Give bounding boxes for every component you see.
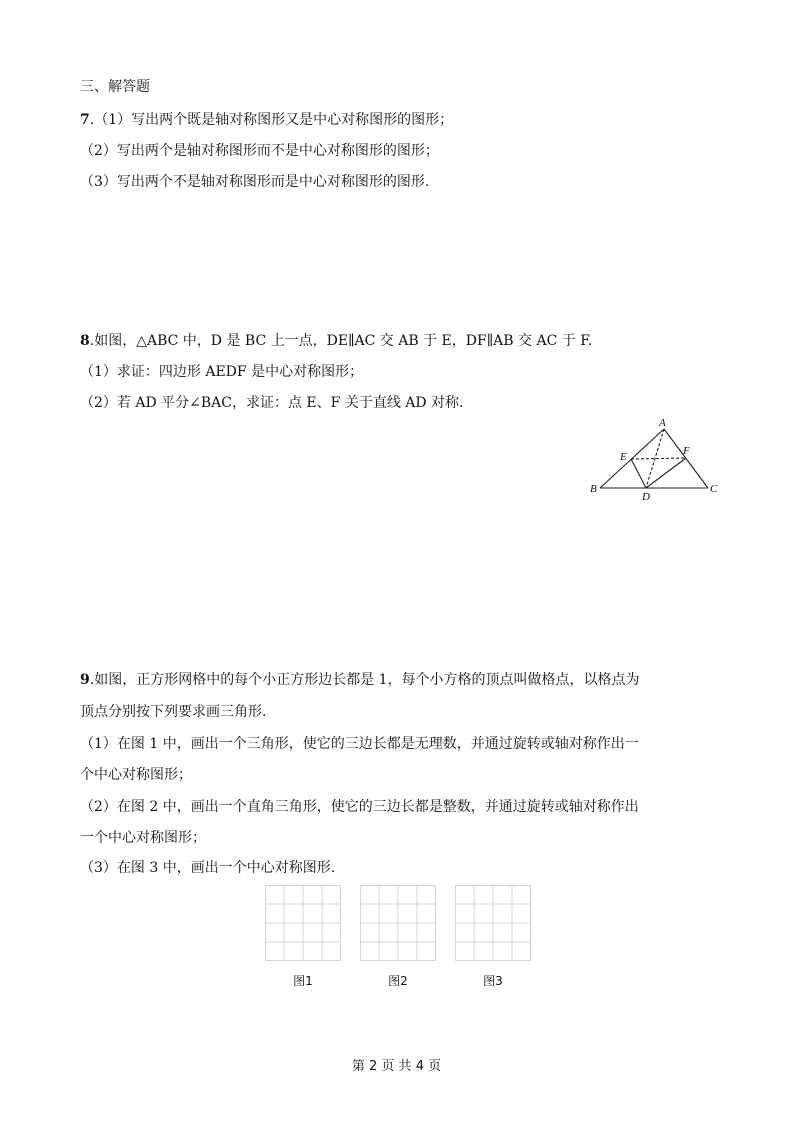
label-e: E bbox=[620, 451, 627, 463]
triangle-figure bbox=[588, 414, 728, 504]
q8-part1: （1）求证：四边形 AEDF 是中心对称图形； bbox=[80, 364, 364, 380]
caption-figure-2: 图2 bbox=[388, 974, 408, 988]
q8-part2: （2）若 AD 平分∠BAC，求证：点 E、F 关于直线 AD 对称. bbox=[80, 395, 464, 411]
q7-part2: （2）写出两个是轴对称图形而不是中心对称图形的图形； bbox=[80, 143, 439, 159]
q9-stem-b: 顶点分别按下列要求画三角形. bbox=[80, 704, 267, 720]
q8-number: 8 bbox=[80, 333, 90, 349]
q9-part1-b: 个中心对称图形； bbox=[80, 767, 192, 783]
q7-part3: （3）写出两个不是轴对称图形而是中心对称图形的图形. bbox=[80, 174, 430, 190]
q7-line-1 bbox=[80, 110, 720, 130]
page-footer: 第 2 页 共 4 页 bbox=[351, 1059, 442, 1074]
label-f: F bbox=[683, 445, 690, 457]
segment-df bbox=[646, 458, 686, 488]
q7-part1: .（1）写出两个既是轴对称图形又是中心对称图形的图形； bbox=[89, 112, 454, 128]
label-d: D bbox=[642, 491, 650, 503]
grid-figure-2 bbox=[360, 885, 436, 961]
grid-figure-3 bbox=[455, 885, 531, 961]
grid-figure-1 bbox=[265, 885, 341, 961]
q9-part2-b: 一个中心对称图形； bbox=[80, 830, 206, 846]
q9-stem-line bbox=[80, 670, 720, 690]
q9-stem-a: .如图，正方形网格中的每个小正方形边长都是 1，每个小方格的顶点叫做格点，以格点为 bbox=[89, 672, 640, 688]
label-b: B bbox=[590, 483, 597, 495]
caption-figure-1: 图1 bbox=[293, 974, 313, 988]
label-c: C bbox=[710, 483, 718, 495]
segment-de bbox=[631, 459, 646, 488]
q9-part1-a: （1）在图 1 中，画出一个三角形，使它的三边长都是无理数，并通过旋转或轴对称作出一 bbox=[80, 736, 639, 752]
q9-number: 9 bbox=[80, 672, 90, 688]
caption-figure-3: 图3 bbox=[483, 974, 503, 988]
q8-stem: .如图，△ABC 中，D 是 BC 上一点，DE∥AC 交 AB 于 E，DF∥AB 交 AC 于 F. bbox=[89, 333, 593, 349]
q9-part2-a: （2）在图 2 中，画出一个直角三角形，使它的三边长都是整数，并通过旋转或轴对称作出 bbox=[80, 799, 639, 815]
label-a: A bbox=[659, 417, 666, 429]
q8-stem-line bbox=[80, 331, 720, 351]
q7-number: 7 bbox=[80, 112, 90, 128]
q9-part3: （3）在图 3 中，画出一个中心对称图形. bbox=[80, 860, 336, 876]
section-title: 三、解答题 bbox=[80, 79, 150, 95]
segment-ef bbox=[631, 458, 686, 459]
